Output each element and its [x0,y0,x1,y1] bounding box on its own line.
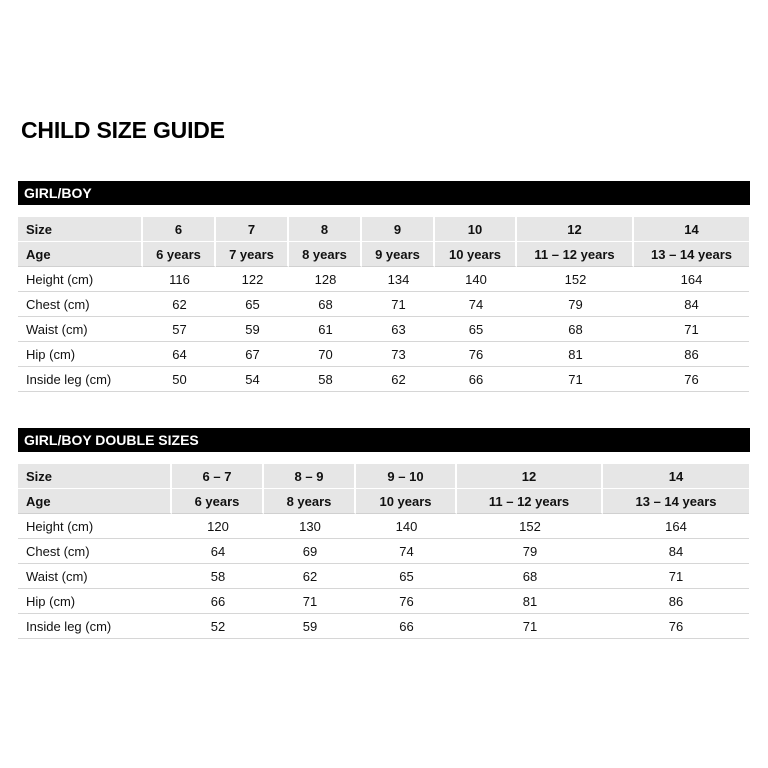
table-row [18,539,749,564]
measurement-value: 57 [143,317,216,342]
measurement-value: 71 [603,564,749,589]
measurement-value: 64 [172,539,264,564]
section-heading-double-sizes: GIRL/BOY DOUBLE SIZES [18,428,750,452]
measurement-value: 73 [362,342,435,367]
measurement-value: 65 [435,317,517,342]
measurement-value: 164 [603,514,749,539]
age-header-cell: 6 years [172,489,264,514]
age-header-cell: 10 years [356,489,457,514]
size-header-cell: 6 – 7 [172,464,264,489]
measurement-value: 120 [172,514,264,539]
age-row-label: Age [18,489,172,514]
measurement-value: 62 [362,367,435,392]
table-row [18,614,749,639]
measurement-value: 66 [435,367,517,392]
measurement-value: 65 [216,292,289,317]
measurement-label: Height (cm) [18,267,143,292]
measurement-value: 74 [356,539,457,564]
measurement-value: 64 [143,342,216,367]
measurement-value: 140 [356,514,457,539]
measurement-value: 59 [264,614,356,639]
measurement-value: 76 [603,614,749,639]
measurement-value: 79 [457,539,603,564]
measurement-value: 128 [289,267,362,292]
measurement-value: 68 [289,292,362,317]
measurement-value: 59 [216,317,289,342]
size-header-cell: 12 [457,464,603,489]
age-header-cell: 8 years [264,489,356,514]
measurement-value: 65 [356,564,457,589]
measurement-value: 76 [435,342,517,367]
table-row [18,317,749,342]
measurement-value: 61 [289,317,362,342]
size-header-cell: 14 [603,464,749,489]
page-title: CHILD SIZE GUIDE [21,117,225,143]
age-header-cell: 13 – 14 years [603,489,749,514]
measurement-value: 134 [362,267,435,292]
measurement-value: 76 [356,589,457,614]
age-header-row [18,242,749,267]
age-header-cell: 8 years [289,242,362,267]
measurement-label: Waist (cm) [18,564,172,589]
size-header-cell: 12 [517,217,634,242]
measurement-value: 66 [172,589,264,614]
measurement-label: Hip (cm) [18,342,143,367]
measurement-value: 140 [435,267,517,292]
size-header-cell: 9 – 10 [356,464,457,489]
measurement-value: 70 [289,342,362,367]
table-row [18,514,749,539]
measurement-value: 58 [172,564,264,589]
size-header-cell: 8 [289,217,362,242]
table-row [18,292,749,317]
measurement-value: 68 [517,317,634,342]
measurement-value: 71 [362,292,435,317]
measurement-value: 58 [289,367,362,392]
measurement-value: 54 [216,367,289,392]
table-row [18,589,749,614]
measurement-value: 52 [172,614,264,639]
size-header-cell: 14 [634,217,749,242]
age-row-label: Age [18,242,143,267]
measurement-value: 81 [457,589,603,614]
measurement-value: 86 [603,589,749,614]
measurement-label: Chest (cm) [18,292,143,317]
age-header-cell: 13 – 14 years [634,242,749,267]
measurement-value: 122 [216,267,289,292]
measurement-label: Height (cm) [18,514,172,539]
measurement-label: Waist (cm) [18,317,143,342]
size-header-cell: 6 [143,217,216,242]
size-header-cell: 7 [216,217,289,242]
table-row [18,342,749,367]
age-header-row [18,489,749,514]
measurement-value: 71 [264,589,356,614]
measurement-label: Inside leg (cm) [18,614,172,639]
measurement-value: 79 [517,292,634,317]
measurement-value: 164 [634,267,749,292]
size-row-label: Size [18,217,143,242]
measurement-value: 74 [435,292,517,317]
measurement-value: 62 [264,564,356,589]
measurement-value: 86 [634,342,749,367]
size-header-row [18,217,749,242]
measurement-value: 81 [517,342,634,367]
measurement-value: 71 [517,367,634,392]
measurement-value: 68 [457,564,603,589]
size-header-cell: 8 – 9 [264,464,356,489]
size-row-label: Size [18,464,172,489]
measurement-value: 84 [634,292,749,317]
table-row [18,267,749,292]
measurement-label: Hip (cm) [18,589,172,614]
measurement-value: 116 [143,267,216,292]
age-header-cell: 7 years [216,242,289,267]
measurement-value: 67 [216,342,289,367]
size-header-row [18,464,749,489]
measurement-value: 84 [603,539,749,564]
age-header-cell: 11 – 12 years [517,242,634,267]
measurement-value: 71 [457,614,603,639]
age-header-cell: 10 years [435,242,517,267]
measurement-value: 63 [362,317,435,342]
table-row [18,367,749,392]
age-header-cell: 9 years [362,242,435,267]
measurement-value: 66 [356,614,457,639]
measurement-value: 76 [634,367,749,392]
age-header-cell: 6 years [143,242,216,267]
measurement-label: Inside leg (cm) [18,367,143,392]
section-heading-girl-boy: GIRL/BOY [18,181,750,205]
measurement-value: 130 [264,514,356,539]
measurement-value: 152 [457,514,603,539]
measurement-value: 62 [143,292,216,317]
size-header-cell: 10 [435,217,517,242]
measurement-value: 152 [517,267,634,292]
measurement-label: Chest (cm) [18,539,172,564]
measurement-value: 50 [143,367,216,392]
size-table-girl-boy [18,217,749,392]
measurement-value: 69 [264,539,356,564]
age-header-cell: 11 – 12 years [457,489,603,514]
measurement-value: 71 [634,317,749,342]
table-row [18,564,749,589]
size-table-double-sizes [18,464,749,639]
size-header-cell: 9 [362,217,435,242]
